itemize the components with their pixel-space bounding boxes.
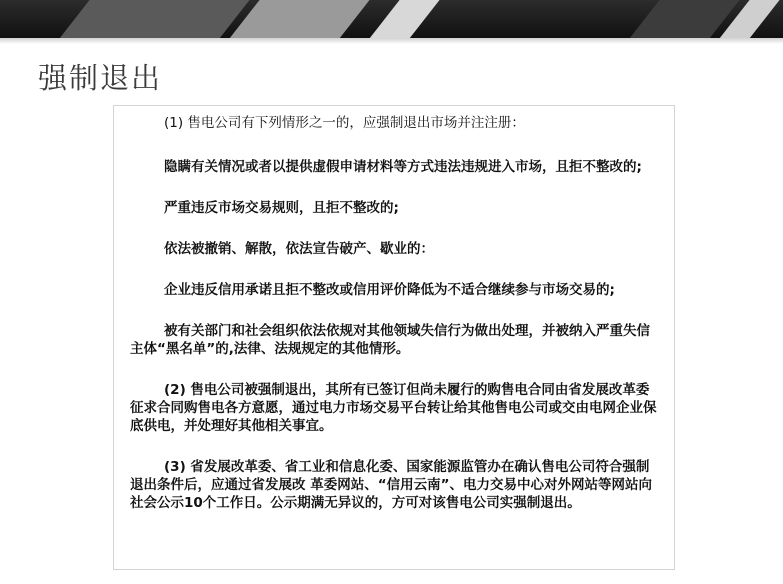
top-decorative-banner	[0, 0, 783, 38]
condition-item: 依法被撤销、解散，依法宣告破产、歇业的：	[164, 241, 434, 257]
page-title: 强制退出	[38, 61, 163, 95]
condition-item: 隐瞒有关情况或者以提供虚假申请材料等方式违法违规进入市场，且拒不整改的;	[164, 159, 642, 175]
condition-item: 严重违反市场交易规则，且拒不整改的;	[164, 200, 399, 216]
condition-item: 被有关部门和社会组织依法依规对其他领域失信行为做出处理，并被纳入严重失信主体“黑名单”的,法律、法规规定的其他情形。	[130, 323, 650, 357]
intro-paragraph: (1) 售电公司有下列情形之一的，应强制退出市场并注注册：	[164, 115, 525, 131]
banner-stripe	[43, 0, 258, 38]
banner-stripe	[353, 0, 448, 38]
condition-item: 企业违反信用承诺且拒不整改或信用评价降低为不适合继续参与市场交易的;	[164, 282, 615, 298]
clause-paragraph: (2) 售电公司被强制退出，其所有已签订但尚未履行的购售电合同由省发展改革委征求合同购售电各方意愿，通过电力市场交易平台转让给其他售电公司或交由电网企业保底供电，并处理好其他相关事宜。	[130, 382, 657, 434]
banner-shadow	[0, 38, 783, 44]
clause-paragraph: (3) 省发展改革委、省工业和信息化委、国家能源监管办在确认售电公司符合强制退出条件后，应通过省发展改 革委网站、“信用云南”、电力交易中心对外网站等网站向社会公示10个工作日。公示期满无异议的，方可对该售电公司实强制退出。	[130, 459, 652, 511]
content-text	[130, 114, 658, 535]
